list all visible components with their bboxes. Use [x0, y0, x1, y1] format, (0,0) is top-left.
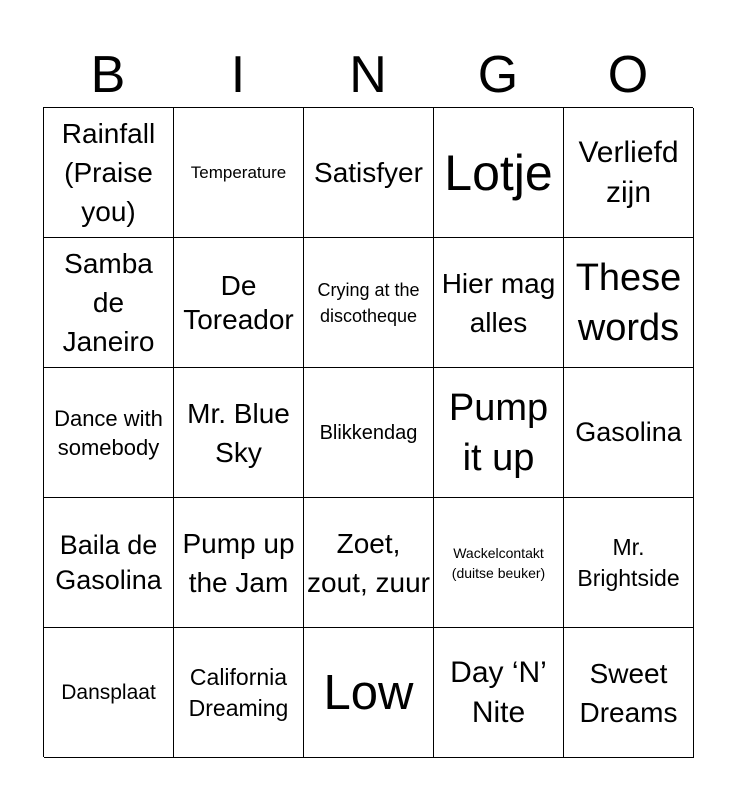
bingo-cell-r2c2[interactable]: [174, 238, 304, 368]
bingo-cell-r2c4[interactable]: [434, 238, 564, 368]
bingo-cell-r3c3[interactable]: [304, 368, 434, 498]
bingo-cell-r2c1[interactable]: [44, 238, 174, 368]
bingo-cell-label: Mr. Brightside: [577, 533, 680, 591]
bingo-cell-label: Zoet, zout, zuur: [307, 527, 430, 598]
bingo-cell-label: Rainfall (Praise you): [61, 118, 156, 227]
header-letter-g: G: [477, 46, 519, 104]
bingo-cell-label: Dance with somebody: [54, 405, 163, 460]
header-letter-b: B: [90, 46, 126, 104]
bingo-cell-label: California Dreaming: [188, 663, 289, 721]
bingo-cell-r1c1[interactable]: [44, 108, 174, 238]
bingo-cell-r4c1[interactable]: [44, 498, 174, 628]
bingo-cell-label: Samba de Janeiro: [62, 248, 155, 357]
bingo-cell-r3c1[interactable]: [44, 368, 174, 498]
header-letter-n: N: [349, 46, 387, 104]
bingo-card-grid: [43, 107, 693, 757]
bingo-cell-r1c2[interactable]: [174, 108, 304, 238]
bingo-cell-label: Pump up the Jam: [182, 527, 295, 598]
bingo-cell-label: Low: [323, 665, 414, 720]
bingo-cell-label: Day ‘N’ Nite: [450, 655, 547, 729]
bingo-cell-r5c1[interactable]: [44, 628, 174, 758]
bingo-cell-r4c3[interactable]: [304, 498, 434, 628]
bingo-cell-r3c2[interactable]: [174, 368, 304, 498]
bingo-cell-label: Wackelcontakt (duitse beuker): [451, 544, 546, 581]
bingo-cell-r4c2[interactable]: [174, 498, 304, 628]
bingo-cell-r5c2[interactable]: [174, 628, 304, 758]
bingo-cell-label: Crying at the discotheque: [317, 279, 420, 326]
bingo-cell-r5c4[interactable]: [434, 628, 564, 758]
bingo-cell-label: Baila de Gasolina: [55, 529, 162, 595]
bingo-cell-label: Verliefd zijn: [578, 135, 679, 209]
bingo-cell-label: Hier mag alles: [441, 267, 556, 338]
header-letter-i: I: [230, 46, 246, 104]
bingo-cell-label: Pump it up: [448, 386, 549, 479]
bingo-cell-label: These words: [575, 256, 682, 349]
bingo-cell-r1c4[interactable]: [434, 108, 564, 238]
bingo-cell-r4c4[interactable]: [434, 498, 564, 628]
bingo-cell-label: Lotje: [444, 144, 553, 201]
bingo-cell-label: Gasolina: [575, 417, 682, 447]
bingo-cell-r1c3[interactable]: [304, 108, 434, 238]
bingo-cell-label: De Toreador: [183, 269, 294, 335]
bingo-cell-r3c5[interactable]: [564, 368, 694, 498]
bingo-cell-label: Satisfyer: [314, 157, 423, 188]
header-letter-o: O: [607, 46, 649, 104]
bingo-cell-label: Blikkendag: [319, 421, 418, 444]
bingo-cell-label: Mr. Blue Sky: [187, 397, 290, 468]
bingo-cell-label: Temperature: [190, 162, 287, 182]
bingo-cell-r5c3[interactable]: [304, 628, 434, 758]
bingo-cell-r5c5[interactable]: [564, 628, 694, 758]
bingo-header: [43, 44, 693, 106]
bingo-cell-r4c5[interactable]: [564, 498, 694, 628]
bingo-cell-label: Sweet Dreams: [579, 657, 678, 728]
bingo-cell-r2c3[interactable]: [304, 238, 434, 368]
bingo-cell-label: Dansplaat: [61, 681, 156, 704]
bingo-cell-r1c5[interactable]: [564, 108, 694, 238]
bingo-cell-r3c4[interactable]: [434, 368, 564, 498]
bingo-cell-r2c5[interactable]: [564, 238, 694, 368]
